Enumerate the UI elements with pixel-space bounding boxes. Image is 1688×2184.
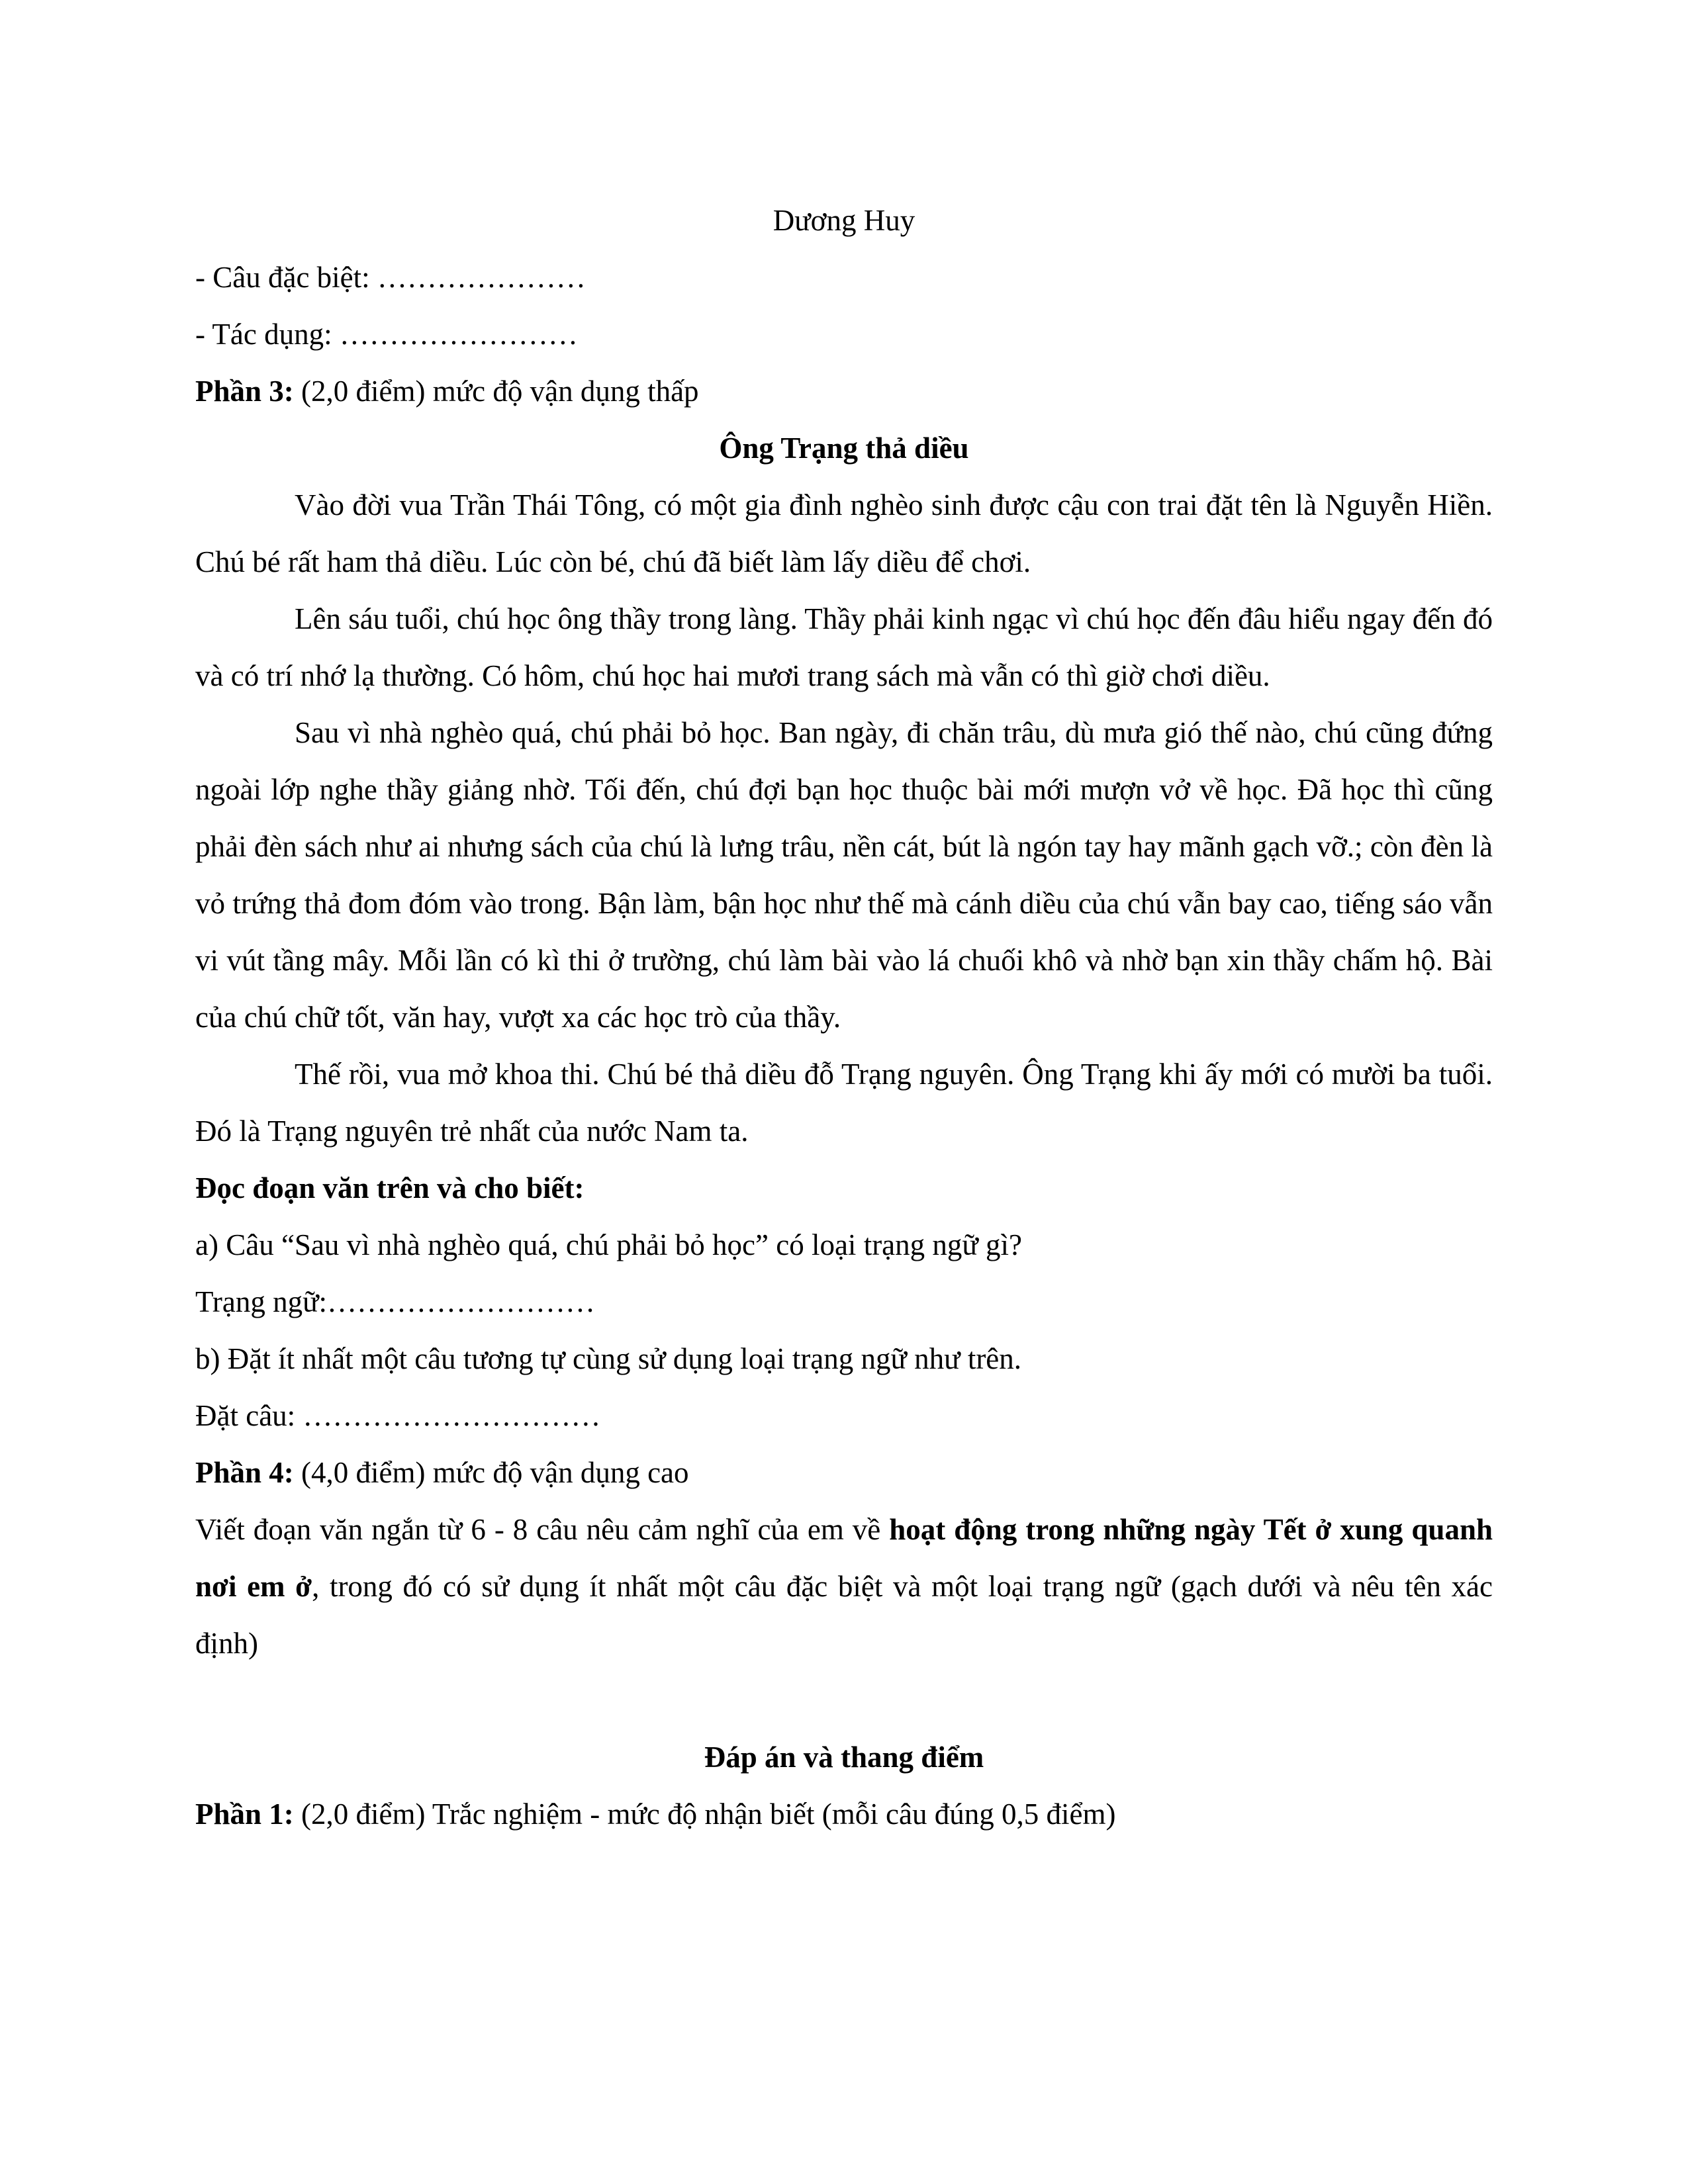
- part4-prompt: [195, 1501, 1493, 1672]
- part4-description: (4,0 điểm) mức độ vận dụng cao: [293, 1456, 689, 1489]
- part3-label: Phần 3:: [195, 375, 294, 408]
- story-paragraph: Lên sáu tuổi, chú học ông thầy trong làng. Thầy phải kinh ngạc vì chú học đến đâu hiểu ngay đến đó và có trí nhớ lạ thường. Có hôm, chú học hai mươi trang sách mà vẫn có thì giờ chơi diều.: [195, 602, 1493, 692]
- answer-b-blank: Đặt câu: …………………………: [195, 1399, 601, 1432]
- part3-description: (2,0 điểm) mức độ vận dụng thấp: [293, 375, 699, 408]
- answer-key-title: Đáp án và thang điểm: [704, 1741, 984, 1774]
- part3-heading: [195, 363, 1493, 420]
- question-a: a) Câu “Sau vì nhà nghèo quá, chú phải bỏ học” có loại trạng ngữ gì?: [195, 1228, 1023, 1261]
- section-spacer: [195, 1672, 1493, 1729]
- story-paragraph: Sau vì nhà nghèo quá, chú phải bỏ học. Ban ngày, đi chăn trâu, dù mưa gió thế nào, chú cũng đứng ngoài lớp nghe thầy giảng nhờ. Tối đến, chú đợi bạn học thuộc bài mới mượn vở về học. Đã học thì cũng phải đèn sách như ai nhưng sách của chú là lưng trâu, nền cát, bút là ngón tay hay mãnh gạch vỡ.; còn đèn là vỏ trứng thả đom đóm vào trong. Bận làm, bận học như thế mà cánh diều của chú vẫn bay cao, tiếng sáo vẫn vi vút tầng mây. Mỗi lần có kì thi ở trường, chú làm bài vào lá chuối khô và nhờ bạn xin thầy chấm hộ. Bài của chú chữ tốt, văn hay, vượt xa các học trò của thầy.: [195, 716, 1493, 1034]
- document-page: [195, 192, 1493, 1843]
- part4-prompt-start: Viết đoạn văn ngắn từ 6 - 8 câu nêu cảm nghĩ của em về: [195, 1513, 890, 1546]
- answer-part1-description: (2,0 điểm) Trắc nghiệm - mức độ nhận biết (mỗi câu đúng 0,5 điểm): [293, 1797, 1116, 1831]
- author-name: Dương Huy: [773, 204, 915, 237]
- answer-part1-label: Phần 1:: [195, 1797, 294, 1831]
- effect-line: - Tác dụng: ……………………: [195, 318, 578, 351]
- part4-prompt-topic: hoạt động trong những ngày Tết ở xung quanh nơi em ở: [195, 1513, 1493, 1603]
- part4-label: Phần 4:: [195, 1456, 294, 1489]
- story-title: Ông Trạng thả diều: [719, 432, 969, 465]
- story-paragraph: Vào đời vua Trần Thái Tông, có một gia đình nghèo sinh được cậu con trai đặt tên là Nguyễn Hiền. Chú bé rất ham thả diều. Lúc còn bé, chú đã biết làm lấy diều để chơi.: [195, 488, 1493, 578]
- answer-part1-heading: [195, 1786, 1493, 1843]
- reading-instruction: Đọc đoạn văn trên và cho biết:: [195, 1171, 585, 1205]
- story-paragraph: Thế rồi, vua mở khoa thi. Chú bé thả diều đỗ Trạng nguyên. Ông Trạng khi ấy mới có mười ba tuổi. Đó là Trạng nguyên trẻ nhất của nước Nam ta.: [195, 1058, 1493, 1148]
- part4-prompt-end: , trong đó có sử dụng ít nhất một câu đặc biệt và một loại trạng ngữ (gạch dưới và nêu tên xác định): [195, 1570, 1493, 1660]
- answer-a-blank: Trạng ngữ:………………………: [195, 1285, 596, 1318]
- question-b: b) Đặt ít nhất một câu tương tự cùng sử dụng loại trạng ngữ như trên.: [195, 1342, 1022, 1375]
- special-sentence-line: - Câu đặc biệt: …………………: [195, 261, 586, 294]
- part4-heading: [195, 1444, 1493, 1501]
